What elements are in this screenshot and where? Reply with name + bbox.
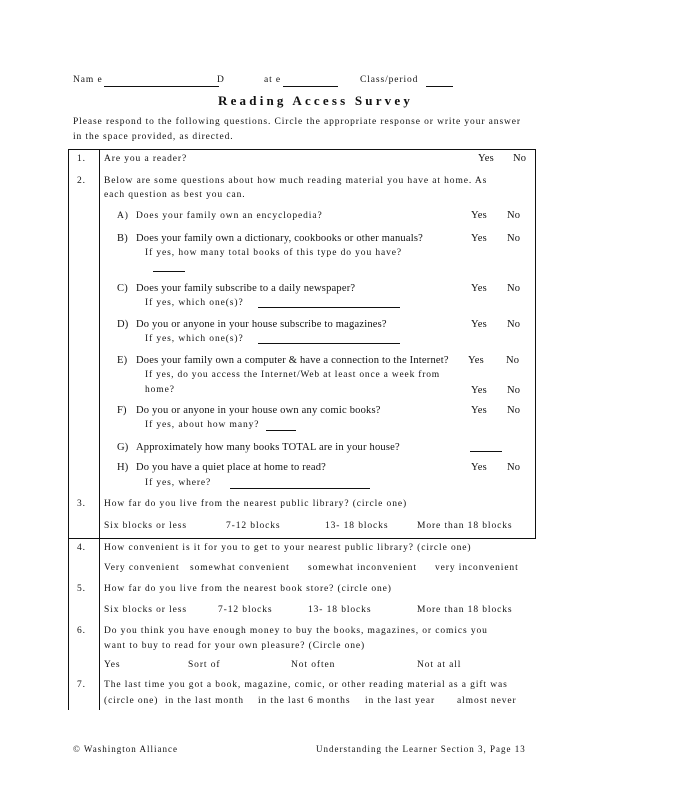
q3-text: How far do you live from the nearest public library? (circle one)	[104, 499, 408, 509]
q6-text-line-2: want to buy to read for your own pleasure? (Circle one)	[104, 641, 366, 651]
q2a-label: A)	[117, 211, 129, 221]
q1-text: Are you a reader?	[104, 154, 188, 164]
q7-circle-one-label: (circle one)	[104, 696, 159, 706]
q2b-no-option[interactable]: No	[507, 233, 521, 244]
instructions-line-2: in the space provided, as directed.	[73, 132, 234, 142]
q1-number: 1.	[77, 154, 86, 164]
q2c-text: Does your family subscribe to a daily newspaper?	[136, 283, 356, 294]
q2c-yes-option[interactable]: Yes	[471, 283, 487, 294]
q2d-answer-field[interactable]	[258, 343, 400, 344]
q2d-label: D)	[117, 319, 129, 330]
date-label-end: at e	[264, 75, 282, 85]
q3-option-2[interactable]: 7-12 blocks	[226, 521, 281, 531]
q2f-answer-field[interactable]	[266, 430, 296, 431]
q5-option-2[interactable]: 7-12 blocks	[218, 605, 273, 615]
q6-option-1[interactable]: Yes	[104, 660, 121, 670]
q1-no-option[interactable]: No	[513, 153, 527, 164]
q2-text-line-1: Below are some questions about how much reading material you have at home. As	[104, 176, 488, 186]
q1-yes-option[interactable]: Yes	[478, 153, 494, 164]
q2b-text: Does your family own a dictionary, cookbooks or other manuals?	[136, 233, 423, 244]
q6-option-4[interactable]: Not at all	[417, 660, 462, 670]
q7-option-1[interactable]: in the last month	[165, 696, 244, 706]
q2b-subquestion: If yes, how many total books of this type do you have?	[145, 248, 403, 258]
q2c-no-option[interactable]: No	[507, 283, 521, 294]
q6-option-2[interactable]: Sort of	[188, 660, 221, 670]
q3-option-4[interactable]: More than 18 blocks	[417, 521, 513, 531]
page-title: Reading Access Survey	[218, 93, 414, 108]
q2e-sub-no-option[interactable]: No	[507, 385, 521, 396]
q2d-yes-option[interactable]: Yes	[471, 319, 487, 330]
q2e-no-option[interactable]: No	[506, 355, 520, 366]
table-top-border	[68, 149, 535, 150]
q4-text: How convenient is it for you to get to your nearest public library? (circle one)	[104, 543, 472, 553]
q2b-yes-option[interactable]: Yes	[471, 233, 487, 244]
q2h-label: H)	[117, 462, 129, 473]
q6-text-line-1: Do you think you have enough money to buy the books, magazines, or comics you	[104, 626, 488, 636]
q2a-no-option[interactable]: No	[507, 210, 521, 221]
q2h-text: Do you have a quiet place at home to read?	[136, 462, 327, 473]
class-period-label: Class/period	[360, 75, 419, 85]
q7-option-2[interactable]: in the last 6 months	[258, 696, 351, 706]
name-label: Nam e	[73, 75, 103, 85]
q2d-no-option[interactable]: No	[507, 319, 521, 330]
q4-number: 4.	[77, 543, 86, 553]
q7-option-3[interactable]: in the last year	[365, 696, 436, 706]
date-label-start: D	[217, 75, 225, 85]
q2h-no-option[interactable]: No	[507, 462, 521, 473]
table-mid-border	[68, 538, 535, 539]
q2g-label: G)	[117, 442, 129, 453]
q2e-label: E)	[117, 355, 128, 366]
q5-option-4[interactable]: More than 18 blocks	[417, 605, 513, 615]
footer-copyright: © Washington Alliance	[73, 744, 178, 754]
q2f-label: F)	[117, 405, 127, 416]
q4-option-1[interactable]: Very convenient	[104, 563, 180, 573]
q2f-no-option[interactable]: No	[507, 405, 521, 416]
q2d-subquestion: If yes, which one(s)?	[145, 334, 244, 344]
name-field[interactable]	[104, 86, 219, 87]
q2e-sub-yes-option[interactable]: Yes	[471, 385, 487, 396]
q2f-text: Do you or anyone in your house own any comic books?	[136, 405, 381, 416]
date-field[interactable]	[283, 86, 338, 87]
q3-option-1[interactable]: Six blocks or less	[104, 521, 187, 531]
q2d-text: Do you or anyone in your house subscribe to magazines?	[136, 319, 387, 330]
q5-number: 5.	[77, 584, 86, 594]
q2a-yes-option[interactable]: Yes	[471, 210, 487, 221]
q3-number: 3.	[77, 499, 86, 509]
q2e-subquestion-line-2: home?	[145, 385, 175, 395]
q2-text-line-2: each question as best you can.	[104, 190, 246, 200]
q2e-subquestion-line-1: If yes, do you access the Internet/Web at least once a week from	[145, 370, 440, 380]
q2-number: 2.	[77, 176, 86, 186]
q2h-subquestion: If yes, where?	[145, 478, 212, 488]
q2e-text: Does your family own a computer & have a connection to the Internet?	[136, 355, 449, 366]
q7-text-line-1: The last time you got a book, magazine, comic, or other reading material as a gift was	[104, 680, 508, 690]
table-number-divider	[99, 149, 100, 710]
class-period-field[interactable]	[426, 86, 453, 87]
q2g-answer-field[interactable]	[470, 451, 502, 452]
q2h-answer-field[interactable]	[230, 488, 370, 489]
q2h-yes-option[interactable]: Yes	[471, 462, 487, 473]
q2e-yes-option[interactable]: Yes	[468, 355, 484, 366]
q2f-subquestion: If yes, about how many?	[145, 420, 260, 430]
table-right-border	[535, 149, 536, 539]
q2b-answer-field[interactable]	[153, 271, 185, 272]
q2a-text: Does your family own an encyclopedia?	[136, 211, 323, 221]
q4-option-3[interactable]: somewhat inconvenient	[308, 563, 417, 573]
q7-option-4[interactable]: almost never	[457, 696, 517, 706]
q2c-label: C)	[117, 283, 128, 294]
q5-option-3[interactable]: 13- 18 blocks	[308, 605, 372, 615]
q5-option-1[interactable]: Six blocks or less	[104, 605, 187, 615]
q4-option-4[interactable]: very inconvenient	[435, 563, 519, 573]
q2f-yes-option[interactable]: Yes	[471, 405, 487, 416]
q6-number: 6.	[77, 626, 86, 636]
q2c-subquestion: If yes, which one(s)?	[145, 298, 244, 308]
q3-option-3[interactable]: 13- 18 blocks	[325, 521, 389, 531]
q6-option-3[interactable]: Not often	[291, 660, 336, 670]
q2c-answer-field[interactable]	[258, 307, 400, 308]
q4-option-2[interactable]: somewhat convenient	[190, 563, 290, 573]
instructions-line-1: Please respond to the following questions. Circle the appropriate response or write your answer	[73, 117, 521, 127]
q5-text: How far do you live from the nearest book store? (circle one)	[104, 584, 392, 594]
footer-page-info: Understanding the Learner Section 3, Page 13	[316, 744, 526, 754]
table-left-border	[68, 149, 69, 710]
q7-number: 7.	[77, 680, 86, 690]
q2b-label: B)	[117, 233, 128, 244]
q2g-text: Approximately how many books TOTAL are in your house?	[136, 442, 400, 453]
